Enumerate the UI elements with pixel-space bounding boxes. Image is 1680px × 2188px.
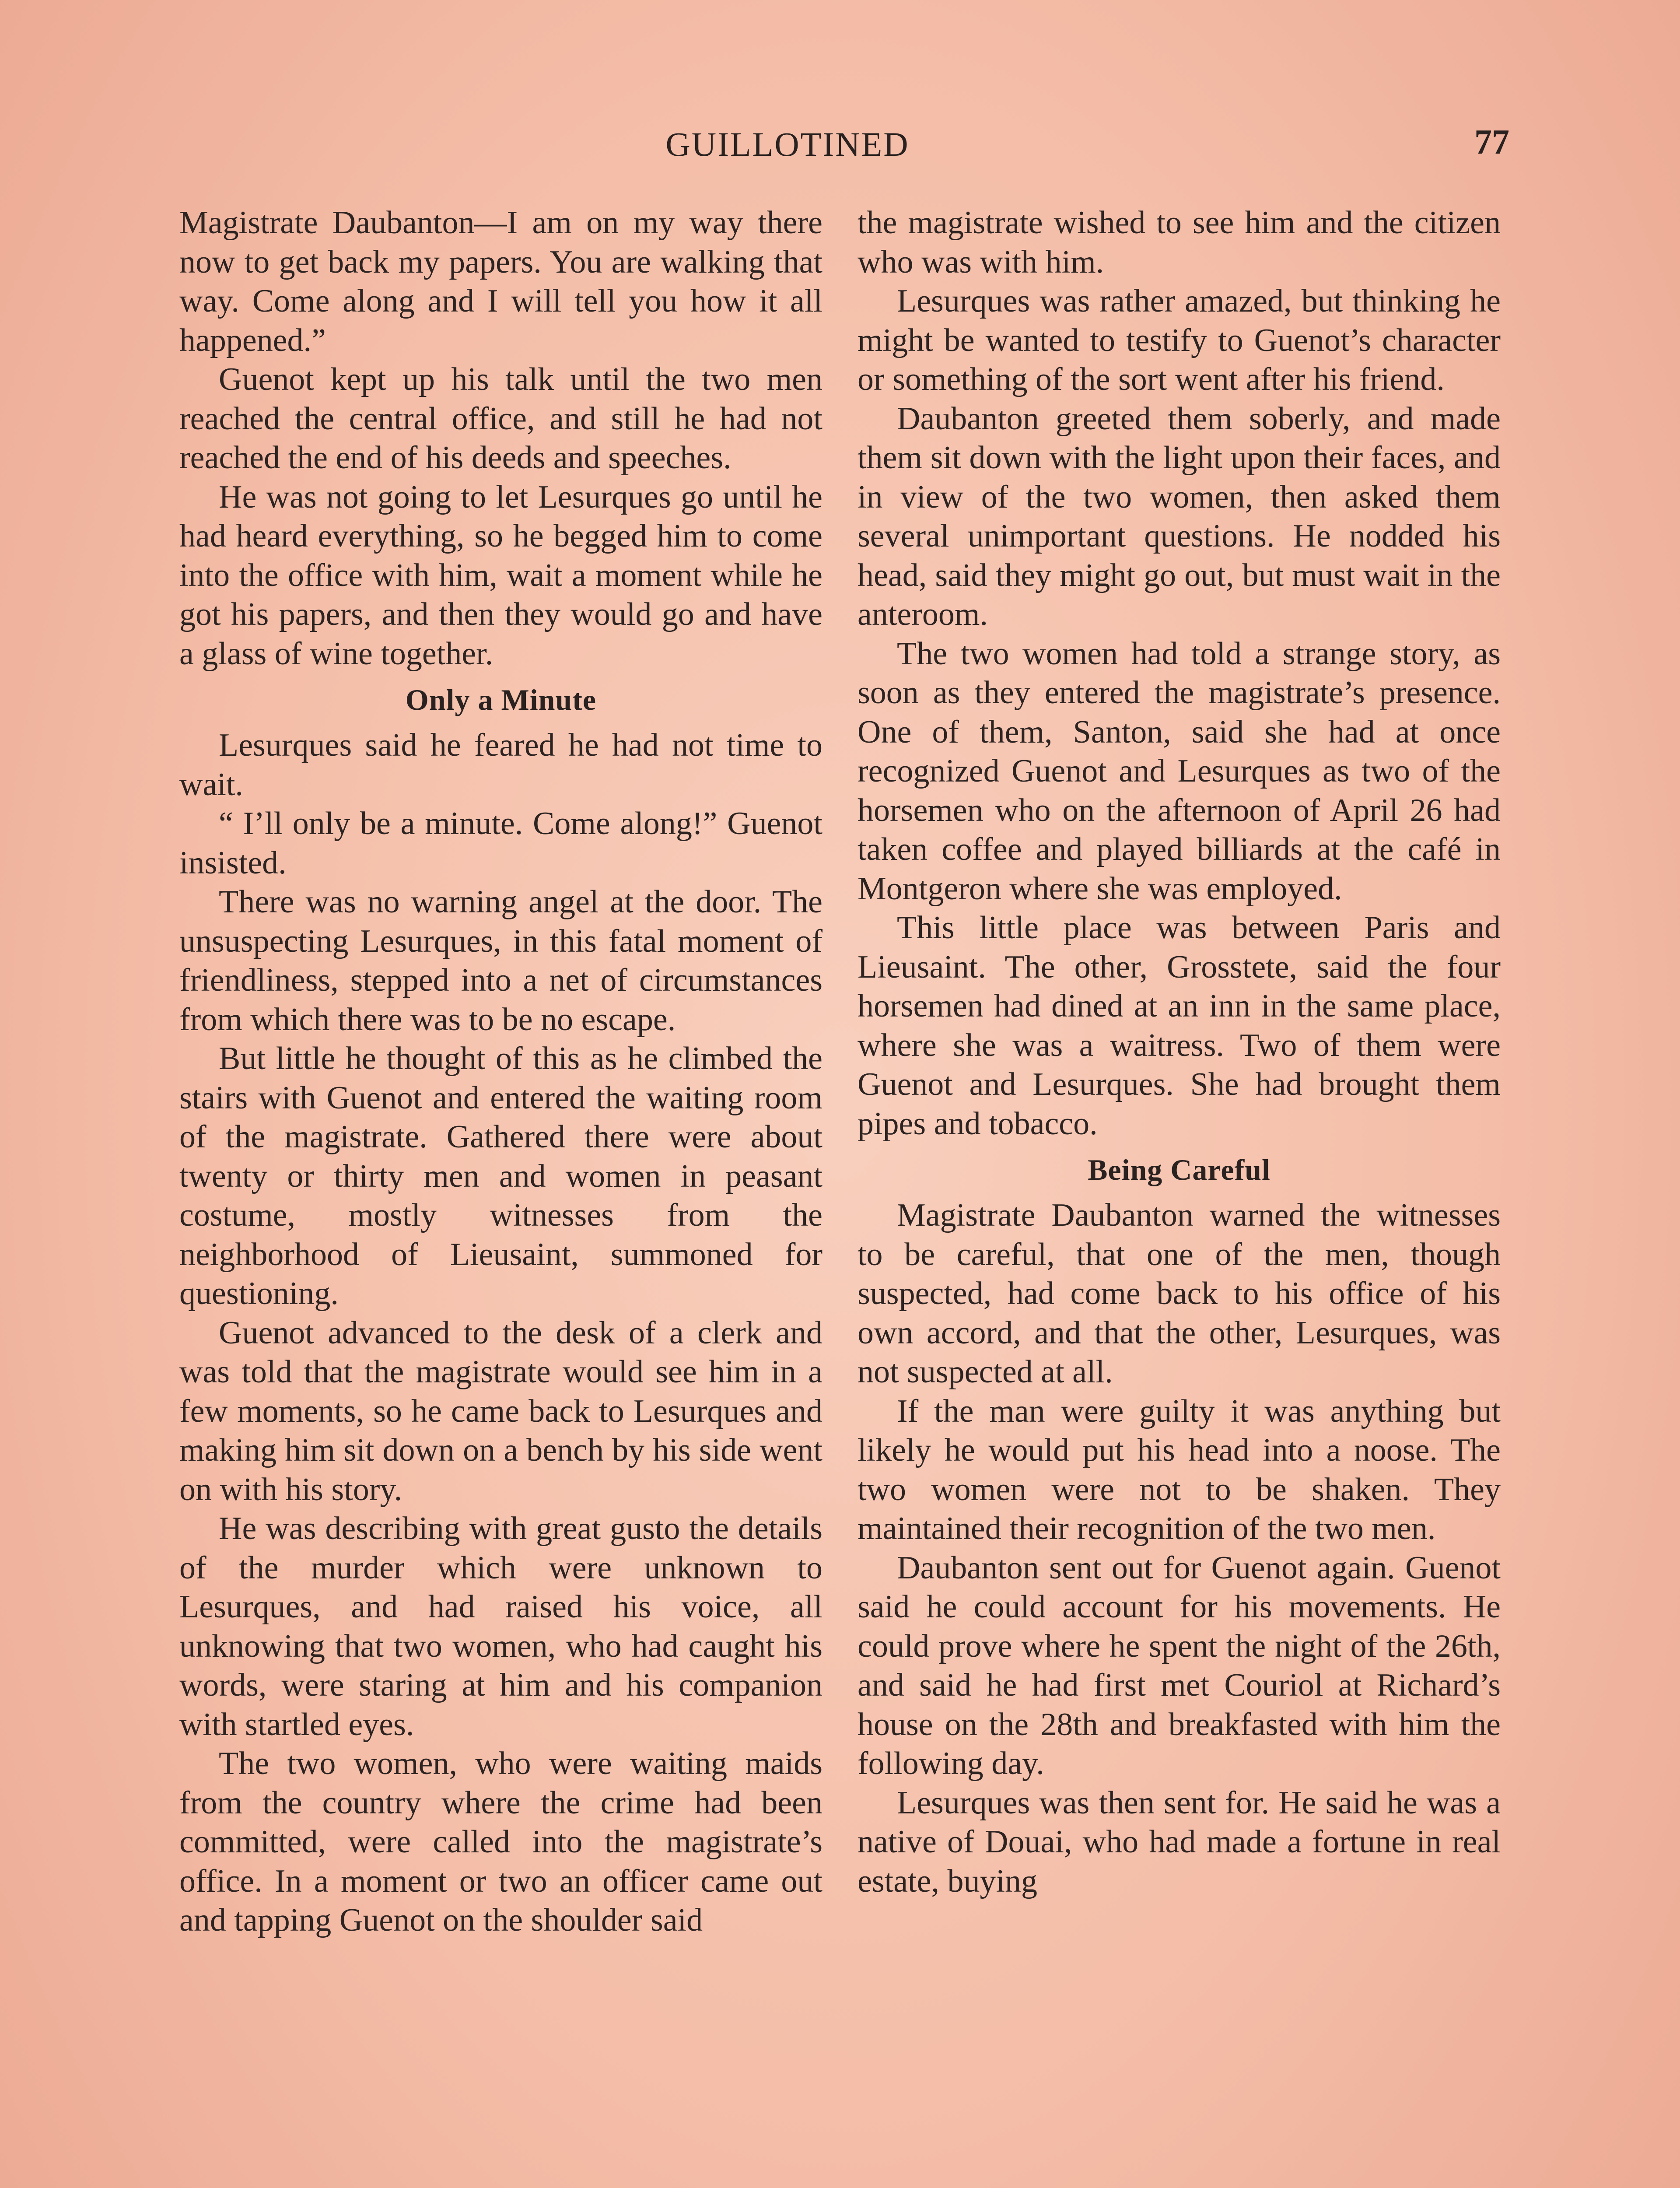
- paragraph: “ I’ll only be a minute. Come along!” Guenot insisted.: [179, 806, 822, 881]
- paragraph: The two women had told a strange story, as soon as they entered the magistrate’s presence. One of them, Santon, said she had at once recognized Guenot and Lesurques as two of the horsemen who on the afternoon of April 26 had taken coffee and played billiards at the café in Montgeron where she was employed.: [858, 635, 1501, 907]
- paragraph: Lesurques was rather amazed, but thinking he might be wanted to testify to Guenot’s character or something of the sort went after his friend.: [858, 283, 1501, 397]
- paragraph: Magistrate Daubanton—I am on my way there now to get back my papers. You are walking that way. Come along and I will tell you how it all happened.”: [179, 205, 822, 358]
- right-column: [858, 203, 1501, 1901]
- paragraph: Lesurques was then sent for. He said he was a native of Douai, who had made a fortune in real estate, buying: [858, 1785, 1501, 1899]
- paragraph: Guenot advanced to the desk of a clerk and was told that the magistrate would see him in a few moments, so he came back to Lesurques and making him sit down on a bench by his side went on with his story.: [179, 1315, 822, 1508]
- paragraph: He was describing with great gusto the details of the murder which were unknown to Lesurques, and had raised his voice, all unknowing that two women, who had caught his words, were staring at him and his companion with startled eyes.: [179, 1511, 822, 1743]
- paragraph: The two women, who were waiting maids from the country where the crime had been committed, were called into the magistrate’s office. In a moment or two an officer came out and tapping Guenot on the shoulder said: [179, 1746, 822, 1938]
- paragraph: There was no warning angel at the door. The unsuspecting Lesurques, in this fatal moment of friendliness, stepped into a net of circumstances from which there was to be no escape.: [179, 884, 822, 1038]
- paragraph: He was not going to let Lesurques go until he had heard everything, so he begged him to come into the office with him, wait a moment while he got his papers, and then they would go and have a glass of wine together.: [179, 479, 822, 672]
- left-column: [179, 203, 822, 1940]
- paragraph: Lesurques said he feared he had not time to wait.: [179, 727, 822, 803]
- running-title: GUILLOTINED: [665, 125, 910, 163]
- paragraph: Daubanton sent out for Guenot again. Guenot said he could account for his movements. He could prove where he spent the night of the 26th, and said he had first met Couriol at Richard’s house on the 28th and breakfasted with him the following day.: [858, 1550, 1501, 1781]
- paragraph: This little place was between Paris and Lieusaint. The other, Grosstete, said the four horsemen had dined at an inn in the same place, where she was a waitress. Two of them were Guenot and Lesurques. She had brought them pipes and tobacco.: [858, 910, 1501, 1142]
- paragraph: the magistrate wished to see him and the citizen who was with him.: [858, 205, 1501, 280]
- section-subhead: Being Careful: [1088, 1153, 1270, 1186]
- paragraph: Guenot kept up his talk until the two men reached the central office, and still he had not reached the end of his deeds and speeches.: [179, 361, 822, 476]
- paragraph: But little he thought of this as he climbed the stairs with Guenot and entered the waiting room of the magistrate. Gathered there were about twenty or thirty men and women in peasant costume, mostly witnesses from the neighborhood of Lieusaint, summoned for questioning.: [179, 1041, 822, 1311]
- paragraph: Magistrate Daubanton warned the witnesses to be careful, that one of the men, though suspected, had come back to his office of his own accord, and that the other, Lesurques, was not suspected at all.: [858, 1197, 1501, 1390]
- section-subhead: Only a Minute: [405, 683, 597, 716]
- paragraph: Daubanton greeted them soberly, and made them sit down with the light upon their faces, and in view of the two women, then asked them several unimportant questions. He nodded his head, said they might go out, but must wait in the anteroom.: [858, 400, 1501, 632]
- page-number: 77: [1474, 123, 1509, 161]
- paragraph: If the man were guilty it was anything but likely he would put his head into a noose. The two women were not to be shaken. They maintained their recognition of the two men.: [858, 1393, 1501, 1546]
